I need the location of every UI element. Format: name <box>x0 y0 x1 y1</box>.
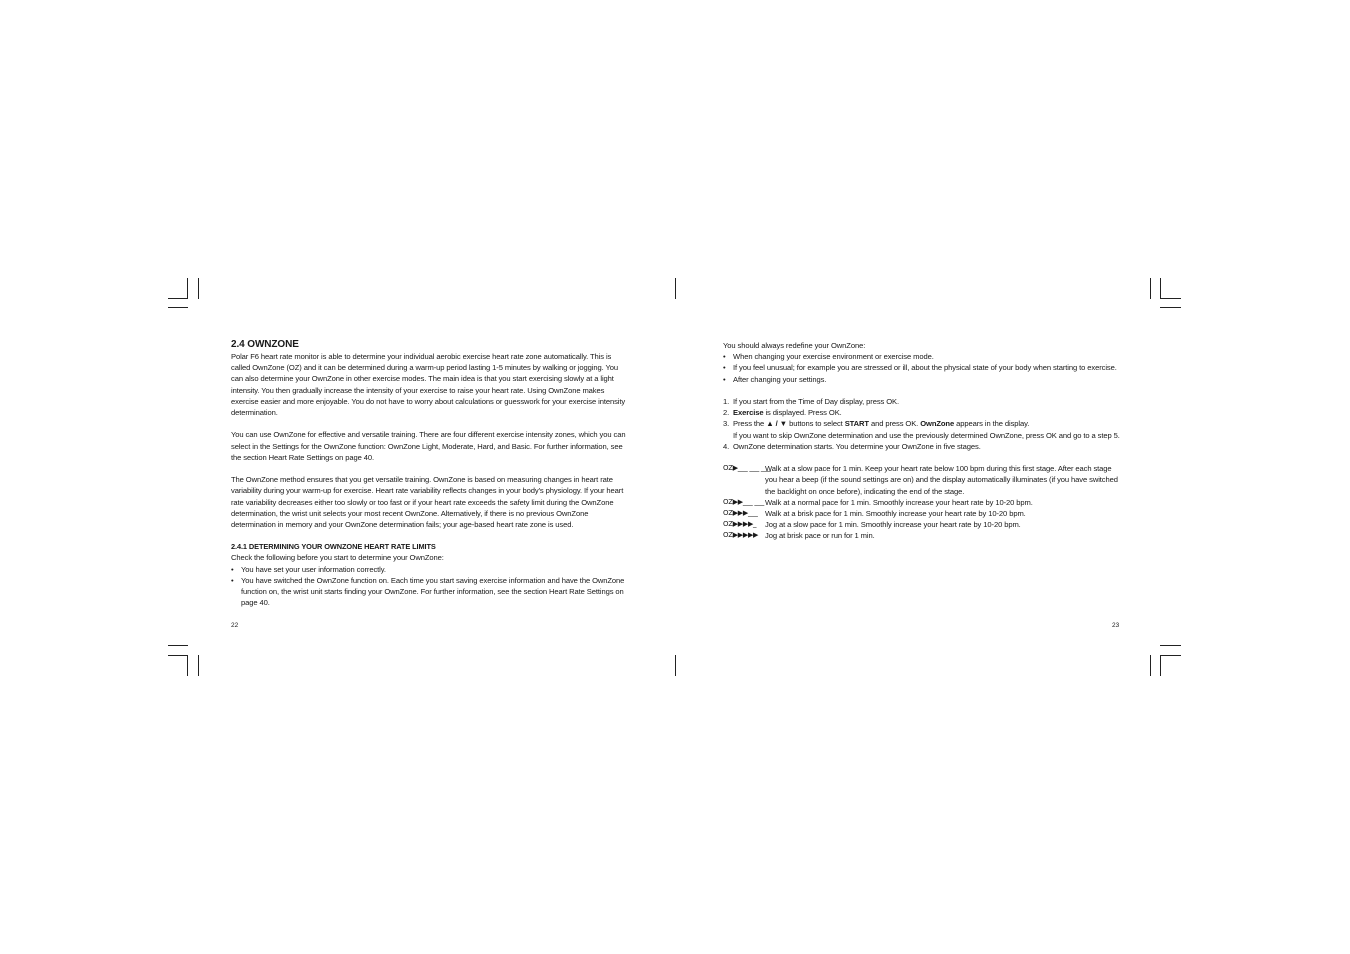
step-item: 2. Exercise is displayed. Press OK. <box>723 408 842 418</box>
page-number: 22 <box>231 622 239 629</box>
list-item: • When changing your exercise environment or exercise mode. <box>723 351 1123 362</box>
crop-mark <box>675 655 676 676</box>
ownzone-stage-icon: OZ▶___ ___ ___ <box>723 464 771 473</box>
step-item: 3. Press the ▲ / ▼ buttons to select START and press OK. OwnZone appears in the display. If you want to skip OwnZone determination and use the previously determined OwnZone, press OK and go to a step 5. <box>723 419 1120 440</box>
crop-mark <box>187 655 188 676</box>
stage-item: OZ▶▶___ ___ Walk at a normal pace for 1 min. Smoothly increase your heart rate by 10-20 bpm. <box>723 497 1033 507</box>
paragraph: You should always redefine your OwnZone: <box>723 341 866 350</box>
subsection-heading: 2.4.1 DETERMINING YOUR OWNZONE HEART RATE LIMITS <box>231 542 436 552</box>
page-number: 23 <box>1112 622 1120 629</box>
ownzone-stage-icon: OZ▶▶▶▶▶ <box>723 531 759 540</box>
stage-item: OZ▶▶▶▶▶ Jog at brisk pace or run for 1 min. <box>723 531 875 541</box>
step-item: 4. OwnZone determination starts. You determine your OwnZone in five stages. <box>723 441 981 451</box>
crop-mark <box>1160 298 1181 299</box>
step-item: 1. If you start from the Time of Day display, press OK. <box>723 397 900 406</box>
list-item: • If you feel unusual; for example you are stressed or ill, about the physical state of your body when starting to exercise. <box>723 362 1123 373</box>
ownzone-stage-icon: OZ▶▶▶▶_ <box>723 520 757 529</box>
crop-mark <box>168 307 188 308</box>
paragraph: Polar F6 heart rate monitor is able to determine your individual aerobic exercise heart rate zone automatically. This is called OwnZone (OZ) and it can be determined during a warm-up period lasting 1-5 minutes by walking or jogging. You can also determine your OwnZone in other exercise modes. The main idea is that you start exercising slowly at a light intensity. You then gradually increase the intensity of your exercise to raise your heart rate. Using OwnZone makes exercise easier and more enjoyable. You do not have to worry about calculations or guesswork for your exercise intensity determination. <box>231 352 626 418</box>
crop-mark <box>1160 655 1161 676</box>
crop-mark <box>1160 278 1161 299</box>
stage-item: OZ▶▶▶▶_ Jog at a slow pace for 1 min. Smoothly increase your heart rate by 10-20 bpm. <box>723 520 1021 530</box>
paragraph: The OwnZone method ensures that you get versatile training. OwnZone is based on measuring changes in heart rate variability during your warm-up for exercise. Heart rate variability reflects changes in your body's physiology. If your heart rate variability decreases either too slowly or too fast or if your heart rate exceeds the safety limit during the OwnZone determination, the wrist unit selects your most recent OwnZone. Alternatively, if there is no previous OwnZone determination in memory and your OwnZone determination fails; your age-based heart rate zone is used. <box>231 475 624 530</box>
step-number: 1. <box>723 397 730 406</box>
left-page-content <box>231 339 626 608</box>
stage-item: OZ▶___ ___ ___ Walk at a slow pace for 1 min. Keep your heart rate below 100 bpm during this first stage. After each stage you hear a beep (if the sound settings are on) and the display automatically illuminates (if you have switched the backlight on once before), indicating the end of the stage. <box>723 464 1118 496</box>
crop-mark <box>168 298 188 299</box>
crop-mark <box>168 645 188 646</box>
arrow-buttons-icon: ▲ / ▼ <box>766 419 788 429</box>
crop-mark <box>198 278 199 299</box>
step-number: 4. <box>723 441 730 451</box>
crop-mark <box>187 278 188 299</box>
paragraph: Check the following before you start to determine your OwnZone: <box>231 553 444 563</box>
section-heading: 2.4 OWNZONE <box>231 339 299 350</box>
step-number: 3. <box>723 419 730 429</box>
crop-mark <box>198 655 199 676</box>
right-page-content <box>723 340 1123 542</box>
stage-item: OZ▶▶▶___ Walk at a brisk pace for 1 min. Smoothly increase your heart rate by 10-20 bpm. <box>723 509 1026 519</box>
list-item: • After changing your settings. <box>723 374 1123 385</box>
steps-list <box>723 396 1123 452</box>
list-item: • You have switched the OwnZone function on. Each time you start saving exercise information and have the OwnZone function on, the wrist unit starts finding your OwnZone. For further information, see the section Heart Rate Settings on page 40. <box>231 575 626 609</box>
redefine-list <box>723 351 1123 385</box>
crop-mark <box>168 655 188 656</box>
ownzone-stage-icon: OZ▶▶___ ___ <box>723 497 764 506</box>
crop-mark <box>675 278 676 299</box>
checklist <box>231 564 626 609</box>
list-item: • You have set your user information correctly. <box>231 564 626 575</box>
crop-mark <box>1160 645 1181 646</box>
crop-mark <box>1150 655 1151 676</box>
paragraph: You can use OwnZone for effective and versatile training. There are four different exercise intensity zones, which you can select in the Settings for the OwnZone function: OwnZone Light, Moderate, Hard, and Basic. For further information, see the section Heart Rate Settings on page 40. <box>231 430 626 462</box>
crop-mark <box>1160 307 1181 308</box>
ownzone-stage-icon: OZ▶▶▶___ <box>723 509 758 518</box>
crop-mark <box>1150 278 1151 299</box>
stages-list <box>723 463 1123 541</box>
step-number: 2. <box>723 408 730 418</box>
crop-mark <box>1160 655 1181 656</box>
